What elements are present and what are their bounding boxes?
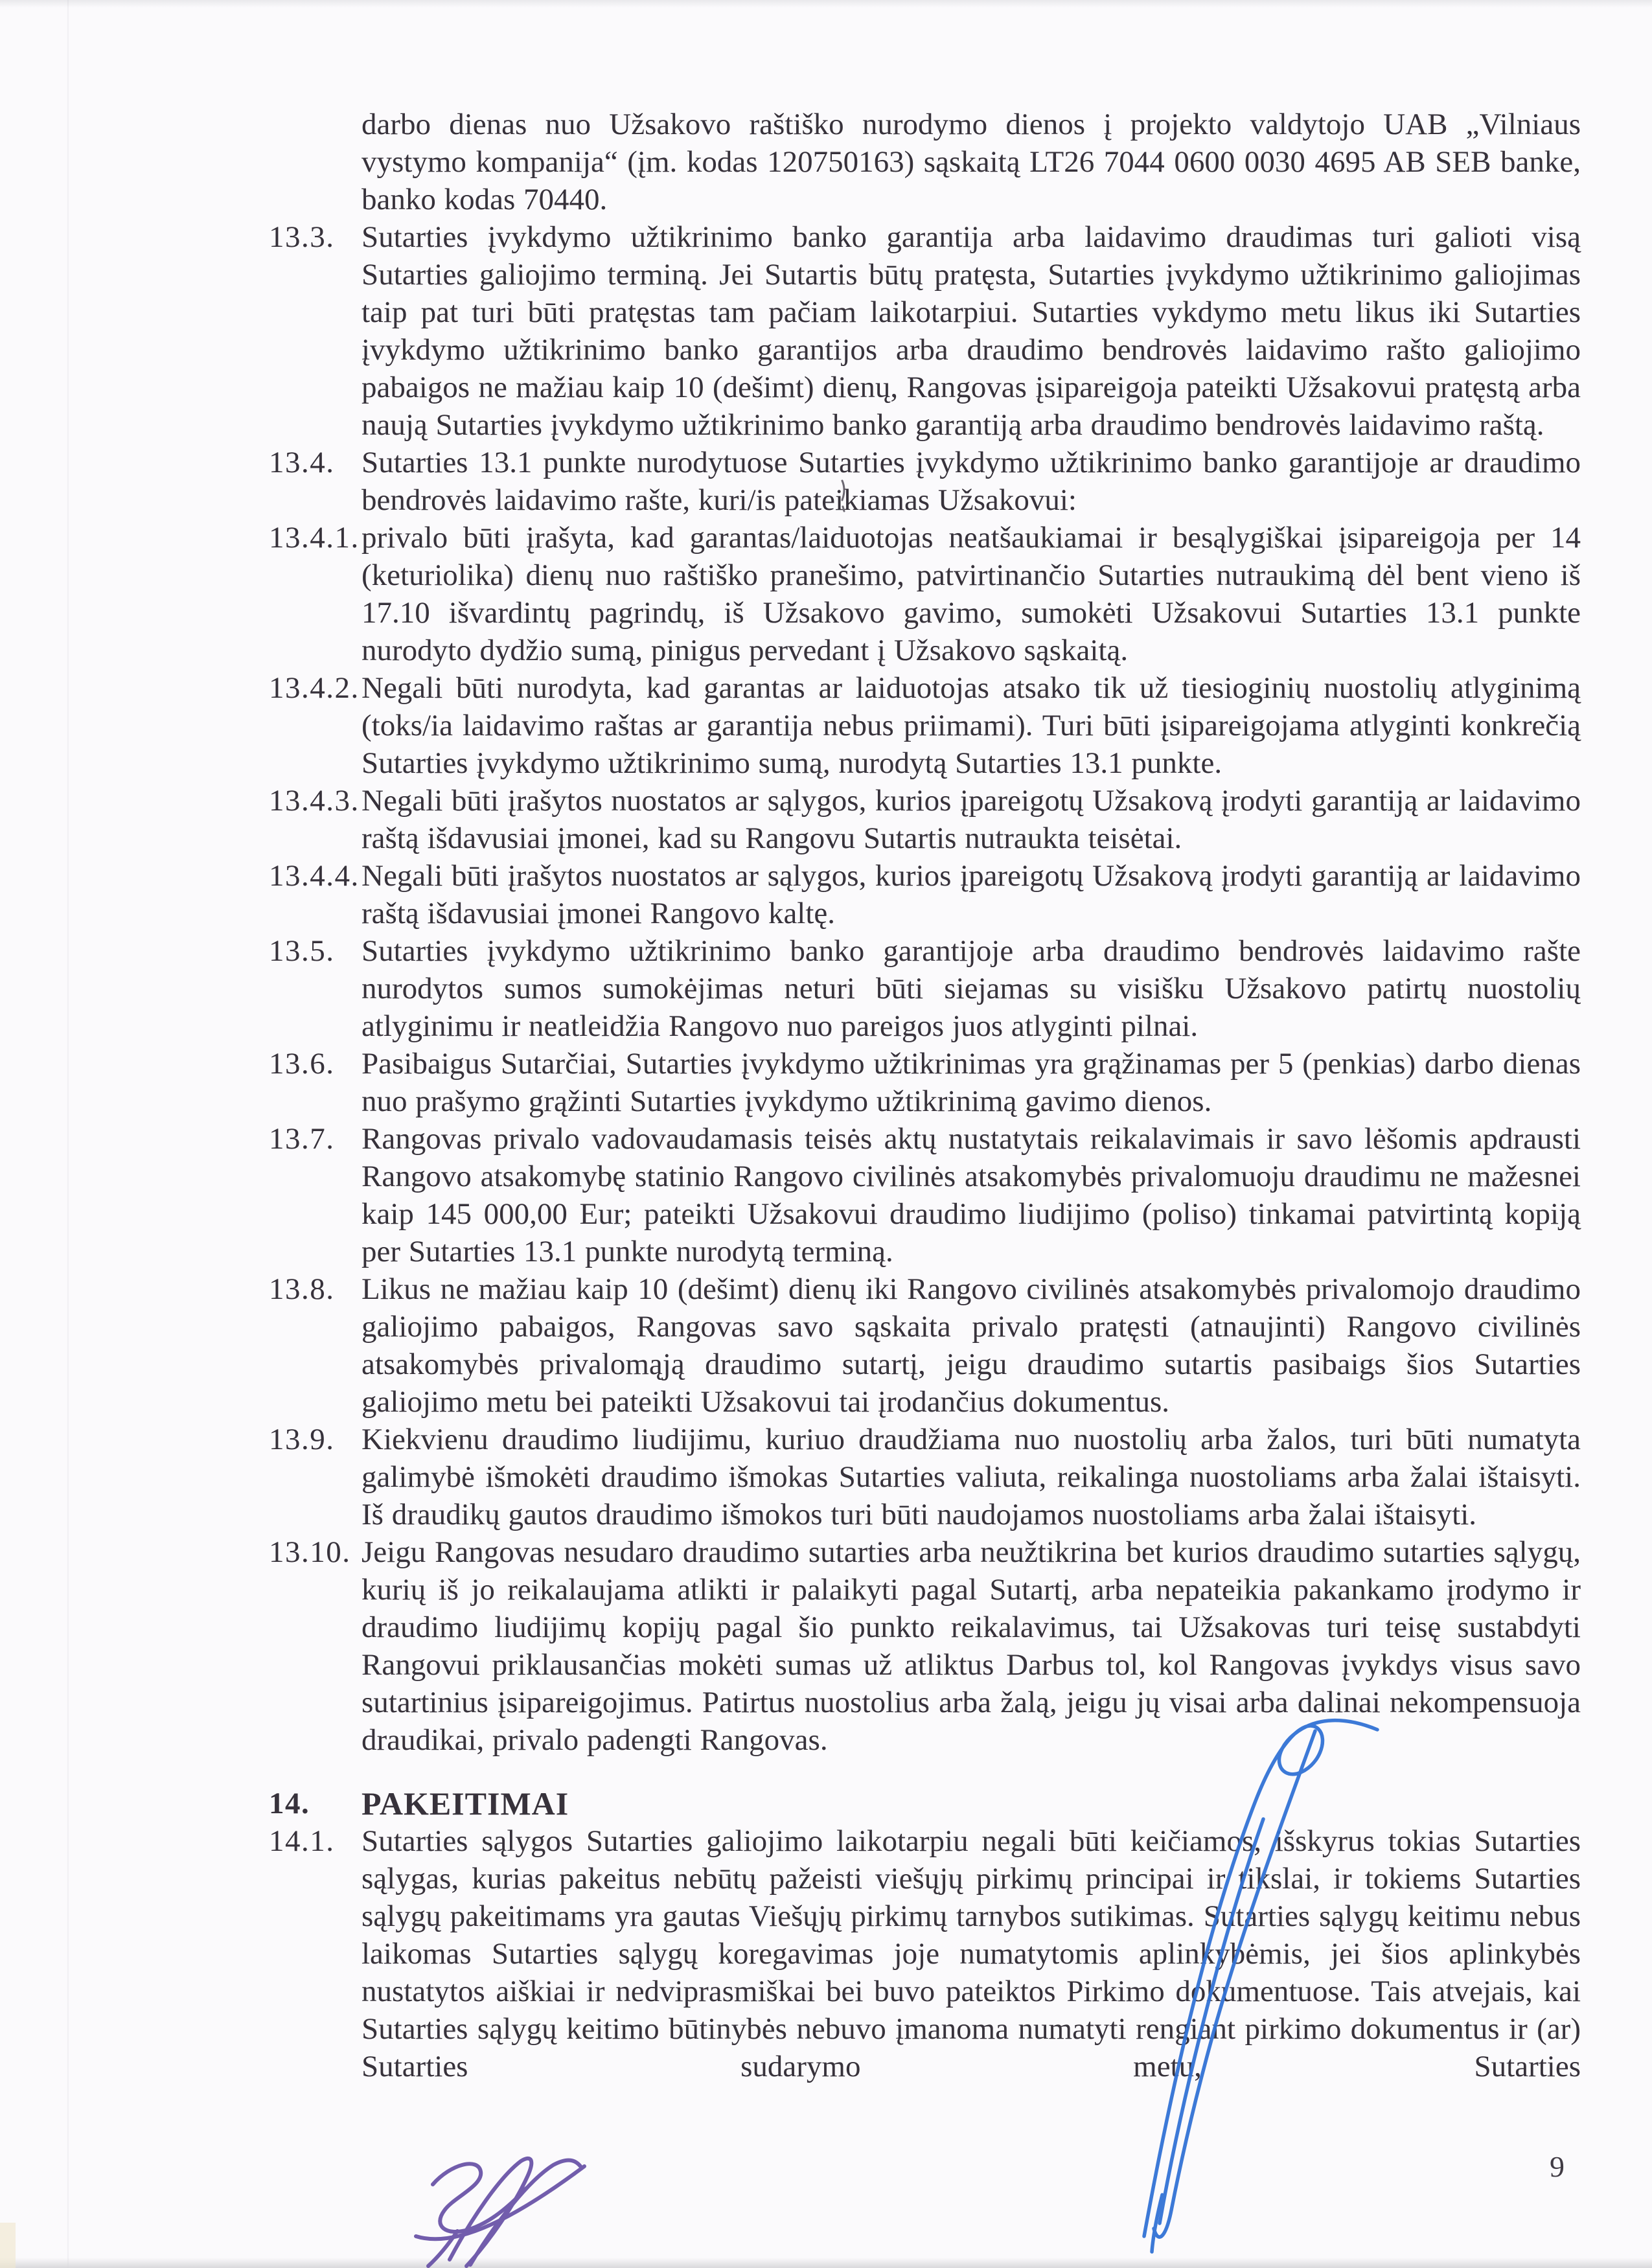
clause-text: Kiekvienu draudimo liudijimu, kuriuo draudžiama nuo nuostolių arba žalos, turi būti numatyta galimybė išmokėti draudimo išmokas Sutarties valiuta, reikalinga nuostoliams arba žalai ištaisyti. Iš draudikų gautos draudimo išmokos turi būti naudojamos nuostoliams arba žalai ištaisyti. — [361, 1423, 1581, 1531]
clause-text: Rangovas privalo vadovaudamasis teisės aktų nustatytais reikalavimais ir savo lėšomis apdrausti Rangovo atsakomybę statinio Rangovo civilinės atsakomybės privalomuoju draudimu ne mažesnei kaip 145 000,00 Eur; pateikti Užsakovui draudimo liudijimo (poliso) tinkamai patvirtintą kopiją per Sutarties 13.1 punkte nurodytą terminą. — [361, 1122, 1581, 1268]
clause-row — [269, 932, 1581, 1045]
clause-number: 13.3. — [269, 220, 335, 254]
clause-row — [269, 669, 1581, 782]
clause-text: Negali būti įrašytos nuostatos ar sąlygos, kurios įpareigotų Užsakovą įrodyti garantiją ar laidavimo raštą išdavusiai įmonei, kad su Rangovu Sutartis nutraukta teisėtai. — [361, 784, 1581, 855]
clause-text: darbo dienas nuo Užsakovo raštiško nurodymo dienos į projekto valdytojo UAB „Vilniaus vystymo kompanija“ (įm. kodas 120750163) sąskaitą LT26 7044 0600 0030 4695 AB SEB banke, banko kodas 70440. — [361, 108, 1581, 216]
clause-row — [269, 1045, 1581, 1120]
clause-number: 13.4.1. — [269, 521, 360, 555]
clause-number: 13.5. — [269, 934, 335, 968]
clause-row — [269, 1785, 1581, 1822]
clause-text: Jeigu Rangovas nesudaro draudimo sutarties arba neužtikrina bet kurios draudimo sutarties sąlygų, kurių iš jo reikalaujama atlikti ir palaikyti pagal Sutartį, arba nepateikia pakankamo įrodymo ir draudimo liudijimų kopijų pagal šio punkto reikalavimus, tai Užsakovas turi teisę sustabdyti Rangovui priklausančias mokėti sumas už atliktus Darbus tol, kol Rangovas įvykdys visus savo sutartinius įsipareigojimus. Patirtus nuostolius arba žalą, jeigu jų visai arba dalinai nekompensuoja draudikai, privalo padengti Rangovas. — [361, 1535, 1581, 1757]
page-number: 9 — [1550, 2150, 1565, 2183]
clause-number: 13.4.3. — [269, 784, 360, 818]
clause-text: PAKEITIMAI — [361, 1785, 569, 1822]
clause-number: 14. — [269, 1787, 310, 1820]
clause-row — [269, 519, 1581, 669]
clause-number: 13.4. — [269, 446, 335, 479]
clause-number: 13.4.4. — [269, 859, 360, 893]
clause-text: Negali būti nurodyta, kad garantas ar laiduotojas atsako tik už tiesioginių nuostolių atlyginimą (toks/ia laidavimo raštas ar garantija nebus priimami). Turi būti įsipareigojama atlyginti konkrečią Sutarties įvykdymo užtikrinimo sumą, nurodytą Sutarties 13.1 punkte. — [361, 671, 1581, 780]
contract-clauses — [269, 106, 1581, 2085]
clause-row — [269, 1270, 1581, 1421]
clause-text: Sutarties 13.1 punkte nurodytuose Sutarties įvykdymo užtikrinimo banko garantijoje ar draudimo bendrovės laidavimo rašte, kuri/is pateikiamas Užsakovui: — [361, 446, 1581, 517]
scan-top-edge-artifact — [0, 0, 1652, 8]
clause-text: privalo būti įrašyta, kad garantas/laiduotojas neatšaukiamai ir besąlygiškai įsipareigoja per 14 (keturiolika) dienų nuo raštiško pranešimo, patvirtinančio Sutarties nutraukimą dėl bent vieno iš 17.10 išvardintų pagrindų, iš Užsakovo gavimo, sumokėti Užsakovui Sutarties 13.1 punkte nurodyto dydžio sumą, pinigus pervedant į Užsakovo sąskaitą. — [361, 521, 1581, 667]
clause-row — [269, 444, 1581, 519]
clause-number: 13.7. — [269, 1122, 335, 1156]
clause-number: 14.1. — [269, 1824, 335, 1858]
clause-text: Sutarties sąlygos Sutarties galiojimo laikotarpiu negali būti keičiamos, išskyrus tokias Sutarties sąlygas, kurias pakeitus nebūtų pažeisti viešųjų pirkimų principai ir tikslai, ir tokiems Sutarties sąlygų pakeitimams yra gautas Viešųjų pirkimų tarnybos sutikimas. Sutarties sąlygų keitimu nebus laikomas Sutarties sąlygų koregavimas joje numatytomis aplinkybėmis, jei šios aplinkybės nustatytos aiškiai ir nedviprasmiškai bei buvo pateiktos Pirkimo dokumentuose. Tais atvejais, kai Sutarties sąlygų keitimo būtinybės nebuvo įmanoma numatyti rengiant pirkimo dokumentus ir (ar) Sutarties sudarymo metu, Sutarties — [361, 1824, 1581, 2083]
clause-row — [269, 106, 1581, 218]
clause-row — [269, 1533, 1581, 1759]
clause-row — [269, 782, 1581, 857]
clause-number: 13.10. — [269, 1535, 351, 1569]
clause-row — [269, 1822, 1581, 2085]
clause-number: 13.9. — [269, 1423, 335, 1456]
scan-left-edge-artifact — [67, 0, 69, 2268]
clause-text: Likus ne mažiau kaip 10 (dešimt) dienų iki Rangovo civilinės atsakomybės privalomojo draudimo galiojimo pabaigos, Rangovas savo sąskaita privalo pratęsti (atnaujinti) Rangovo civilinės atsakomybės privalomąją draudimo sutartį, jeigu draudimo sutartis pasibaigs šios Sutarties galiojimo metu bei pateikti Užsakovui tai įrodančius dokumentus. — [361, 1272, 1581, 1419]
clause-row — [269, 857, 1581, 932]
clause-number: 13.6. — [269, 1047, 335, 1081]
scan-bottom-edge-artifact — [0, 2258, 1652, 2268]
clause-row — [269, 218, 1581, 444]
clause-number: 13.4.2. — [269, 671, 360, 705]
scan-corner-artifact — [0, 2223, 16, 2268]
clause-number: 13.8. — [269, 1272, 335, 1306]
clause-text: Sutarties įvykdymo užtikrinimo banko garantija arba laidavimo draudimas turi galioti visą Sutarties galiojimo terminą. Jei Sutartis būtų pratęsta, Sutarties įvykdymo užtikrinimo galiojimas taip pat turi būti pratęstas tam pačiam laikotarpiui. Sutarties vykdymo metu likus iki Sutarties įvykdymo užtikrinimo banko garantijos arba draudimo bendrovės laidavimo rašto galiojimo pabaigos ne mažiau kaip 10 (dešimt) dienų, Rangovas įsipareigoja pateikti Užsakovui pratęstą arba naują Sutarties įvykdymo užtikrinimo banko garantiją arba draudimo bendrovės laidavimo raštą. — [361, 220, 1581, 442]
clause-text: Sutarties įvykdymo užtikrinimo banko garantijoje arba draudimo bendrovės laidavimo rašte nurodytos sumos sumokėjimas neturi būti siejamas su visišku Užsakovo patirtų nuostolių atlyginimu ir neatleidžia Rangovo nuo pareigos juos atlyginti pilnai. — [361, 934, 1581, 1043]
signature-ink — [416, 2159, 584, 2266]
clause-text: Pasibaigus Sutarčiai, Sutarties įvykdymo užtikrinimas yra grąžinamas per 5 (penkias) darbo dienas nuo prašymo grąžinti Sutarties įvykdymo užtikrinimą gavimo dienos. — [361, 1047, 1581, 1118]
clause-row — [269, 1120, 1581, 1270]
clause-row — [269, 1421, 1581, 1533]
clause-text: Negali būti įrašytos nuostatos ar sąlygos, kurios įpareigotų Užsakovą įrodyti garantiją ar laidavimo raštą išdavusiai įmonei Rangovo kaltę. — [361, 859, 1581, 930]
